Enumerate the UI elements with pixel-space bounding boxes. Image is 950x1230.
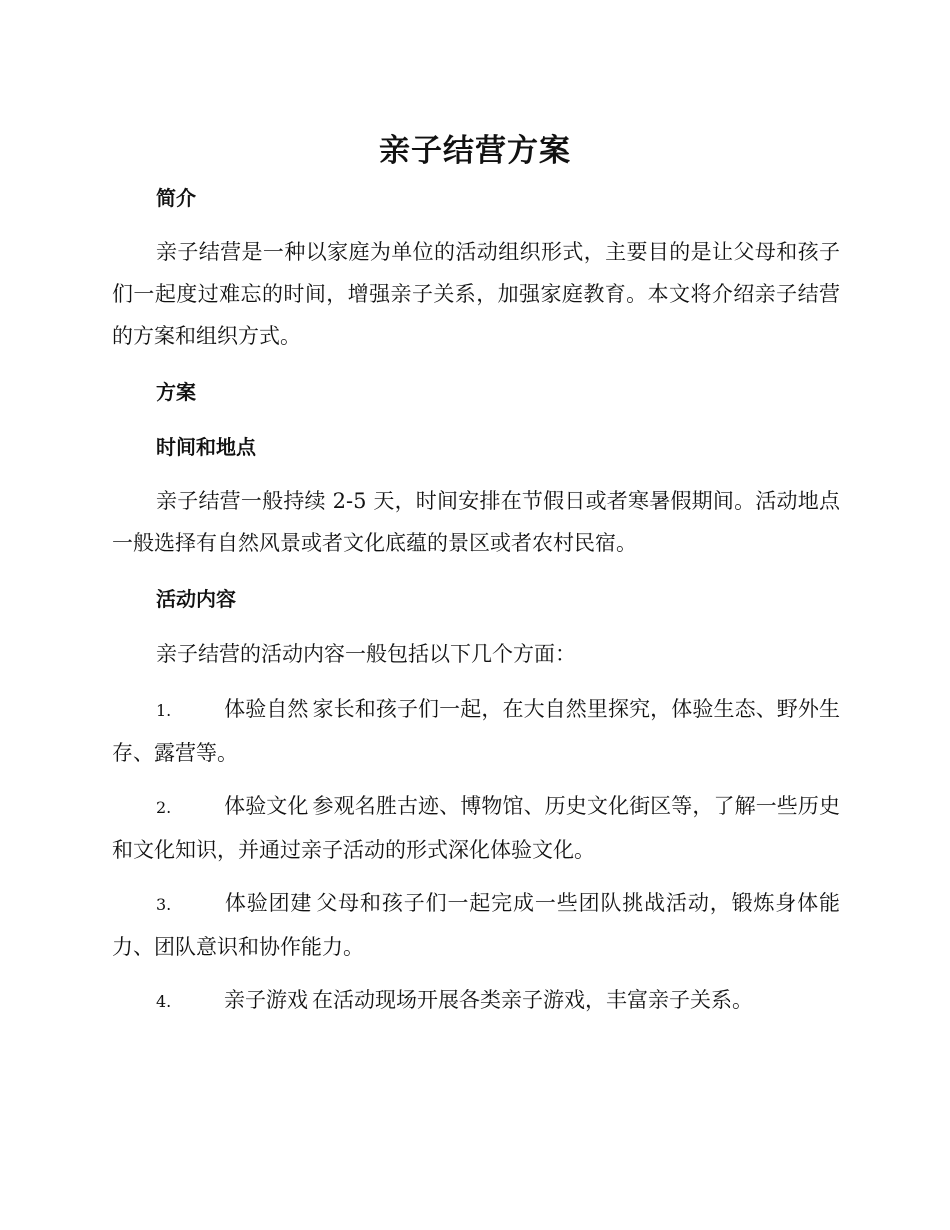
- list-item-heading: 体验团建: [224, 891, 313, 915]
- list-item-heading: 体验文化: [224, 794, 309, 818]
- intro-paragraph: 亲子结营是一种以家庭为单位的活动组织形式，主要目的是让父母和孩子们一起度过难忘的时间，增强亲子关系，加强家庭教育。本文将介绍亲子结营的方案和组织方式。: [112, 240, 840, 348]
- time-place-paragraph: 亲子结营一般持续 2-5 天，时间安排在节假日或者寒暑假期间。活动地点一般选择有自然风景或者文化底蕴的景区或者农村民宿。: [112, 489, 840, 555]
- list-item-text: 父母和孩子们一起完成一些团队挑战活动，锻炼身体能力、团队意识和协作能力。: [112, 891, 841, 959]
- document-title: 亲子结营方案: [379, 133, 571, 169]
- list-item: [112, 785, 840, 871]
- list-item: [112, 688, 840, 774]
- list-item: [112, 979, 840, 1023]
- list-item-text: 在活动现场开展各类亲子游戏，丰富亲子关系。: [312, 988, 753, 1012]
- list-item-heading: 体验自然: [224, 697, 309, 721]
- list-item-number: 1.: [156, 701, 172, 720]
- list-item: [112, 882, 840, 968]
- activity-content-intro: 亲子结营的活动内容一般包括以下几个方面：: [156, 642, 576, 666]
- section-heading-time-place: 时间和地点: [156, 435, 256, 459]
- list-item-number: 2.: [156, 798, 172, 817]
- section-heading-activity-content: 活动内容: [156, 587, 236, 611]
- list-item-number: 4.: [156, 992, 172, 1011]
- list-item-number: 3.: [156, 895, 172, 914]
- section-heading-intro: 简介: [156, 186, 196, 210]
- list-item-text: 参观名胜古迹、博物馆、历史文化街区等，了解一些历史和文化知识，并通过亲子活动的形式深化体验文化。: [112, 794, 841, 862]
- list-item-heading: 亲子游戏: [224, 988, 308, 1012]
- list-item-text: 家长和孩子们一起，在大自然里探究，体验生态、野外生存、露营等。: [112, 697, 841, 765]
- section-heading-plan: 方案: [156, 380, 196, 404]
